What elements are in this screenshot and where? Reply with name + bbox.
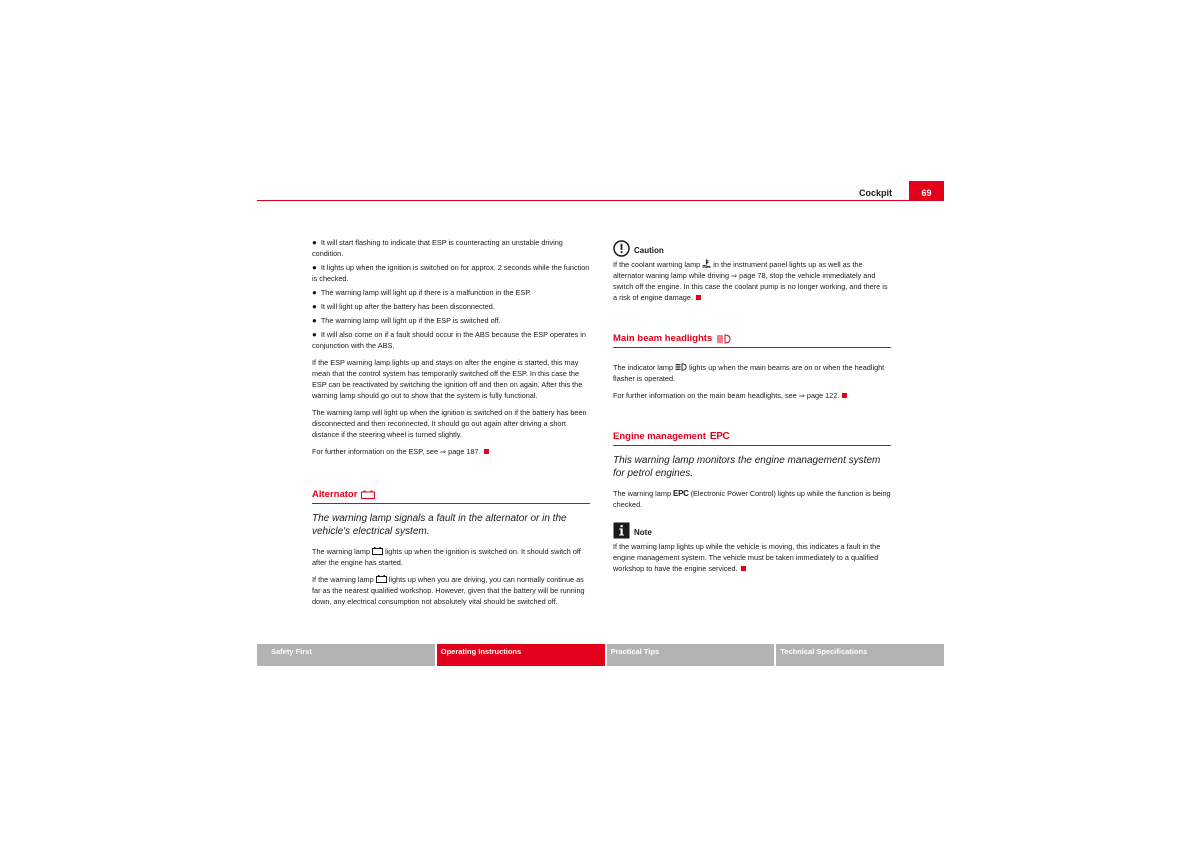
page-number: 69 bbox=[909, 181, 944, 201]
epc-icon: EPC bbox=[673, 489, 689, 498]
alternator-paragraph: If the warning lamp lights up when you are driving, you can normally continue as far as the nearest qualified workshop. However, given that the battery will be running down, any electrical consumption not absolutely vital should be switched off. bbox=[312, 575, 585, 606]
bullet-item: ● It will light up after the battery has been disconnected. bbox=[312, 302, 495, 311]
battery-icon bbox=[372, 547, 383, 555]
battery-icon bbox=[361, 490, 375, 499]
battery-icon bbox=[376, 575, 387, 583]
coolant-thermometer-icon bbox=[702, 259, 711, 268]
main-beam-reference: For further information on the main beam headlights, see ⇒ page 122. bbox=[613, 390, 891, 401]
end-marker-icon bbox=[696, 295, 701, 300]
alternator-intro: The warning lamp signals a fault in the alternator or in the vehicle's electrical system. bbox=[312, 513, 567, 537]
note-header: Note bbox=[613, 522, 891, 539]
page-header-title: Cockpit bbox=[858, 188, 892, 198]
esp-paragraph: The warning lamp will light up when the ignition is switched on if the battery has been disconnected and then reconnected. It should go out again after driving a short distance if the steering wheel is turned slightly. bbox=[312, 408, 587, 439]
caution-text: If the coolant warning lamp in the instrument panel lights up as well as the alternator waning lamp while driving ⇒ page 78, stop the vehicle immediately and switch off the engine. In this case the coolant pump is no longer working, and there is a risk of engine damage. bbox=[613, 260, 888, 302]
footer-tab-practical-tips[interactable]: Practical Tips bbox=[607, 644, 775, 666]
main-beam-heading: Main beam headlights bbox=[613, 333, 891, 348]
header-rule bbox=[257, 200, 944, 201]
main-beam-icon bbox=[716, 334, 731, 344]
bullet-icon: ● bbox=[312, 330, 317, 339]
end-marker-icon bbox=[484, 449, 489, 454]
bullet-item: ● It will also come on if a fault should occur in the ABS because the ESP operates in conjunction with the ABS. bbox=[312, 330, 586, 350]
bullet-icon: ● bbox=[312, 302, 317, 311]
bullet-icon: ● bbox=[312, 238, 317, 247]
footer-tab-operating-instructions[interactable]: Operating Instructions bbox=[437, 644, 605, 666]
esp-paragraph: If the ESP warning lamp lights up and stays on after the engine is started, this may mean that the control system has temporarily switched off the ESP. In this case the ESP can be reactivated by switching the ignition off and then on again. After this the warning lamp should go out to show that the system is fully functional. bbox=[312, 358, 583, 400]
bullet-icon: ● bbox=[312, 263, 317, 272]
note-text: If the warning lamp lights up while the vehicle is moving, this indicates a fault in the engine management system. The vehicle must be taken immediately to a qualified workshop to have the engine serviced. bbox=[613, 542, 881, 573]
bullet-item: ● It lights up when the ignition is switched on for approx. 2 seconds while the function is checked. bbox=[312, 263, 590, 283]
main-beam-paragraph: The indicator lamp lights up when the main beams are on or when the headlight flasher is operated. bbox=[613, 363, 885, 383]
engine-management-intro: This warning lamp monitors the engine management system for petrol engines. bbox=[613, 455, 881, 479]
footer-tab-technical-specifications[interactable]: Technical Specifications bbox=[776, 644, 944, 666]
end-marker-icon bbox=[842, 393, 847, 398]
left-column bbox=[312, 237, 590, 613]
epc-icon: EPC bbox=[709, 431, 730, 442]
bullet-icon: ● bbox=[312, 316, 317, 325]
info-icon bbox=[613, 522, 630, 539]
caution-icon bbox=[613, 240, 630, 257]
bullet-item: ● The warning lamp will light up if there is a malfunction in the ESP. bbox=[312, 288, 532, 297]
main-beam-icon bbox=[675, 363, 687, 371]
bullet-item: ● It will start flashing to indicate that ESP is counteracting an unstable driving condition. bbox=[312, 238, 563, 258]
engine-management-heading: Engine management EPC bbox=[613, 431, 891, 446]
caution-header: Caution bbox=[613, 240, 891, 257]
engine-management-paragraph: The warning lamp EPC (Electronic Power Control) lights up while the function is being checked. bbox=[613, 489, 891, 509]
footer-tab-safety-first[interactable]: Safety First bbox=[257, 644, 435, 666]
alternator-heading: Alternator bbox=[312, 489, 590, 504]
alternator-paragraph: The warning lamp lights up when the ignition is switched on. It should switch off after the engine has started. bbox=[312, 547, 581, 567]
bullet-icon: ● bbox=[312, 288, 317, 297]
esp-reference: For further information on the ESP, see ⇒ page 187. bbox=[312, 446, 590, 457]
bullet-item: ● The warning lamp will light up if the ESP is switched off. bbox=[312, 316, 501, 325]
end-marker-icon bbox=[741, 566, 746, 571]
footer-navigation bbox=[257, 644, 944, 666]
right-column bbox=[613, 240, 891, 580]
